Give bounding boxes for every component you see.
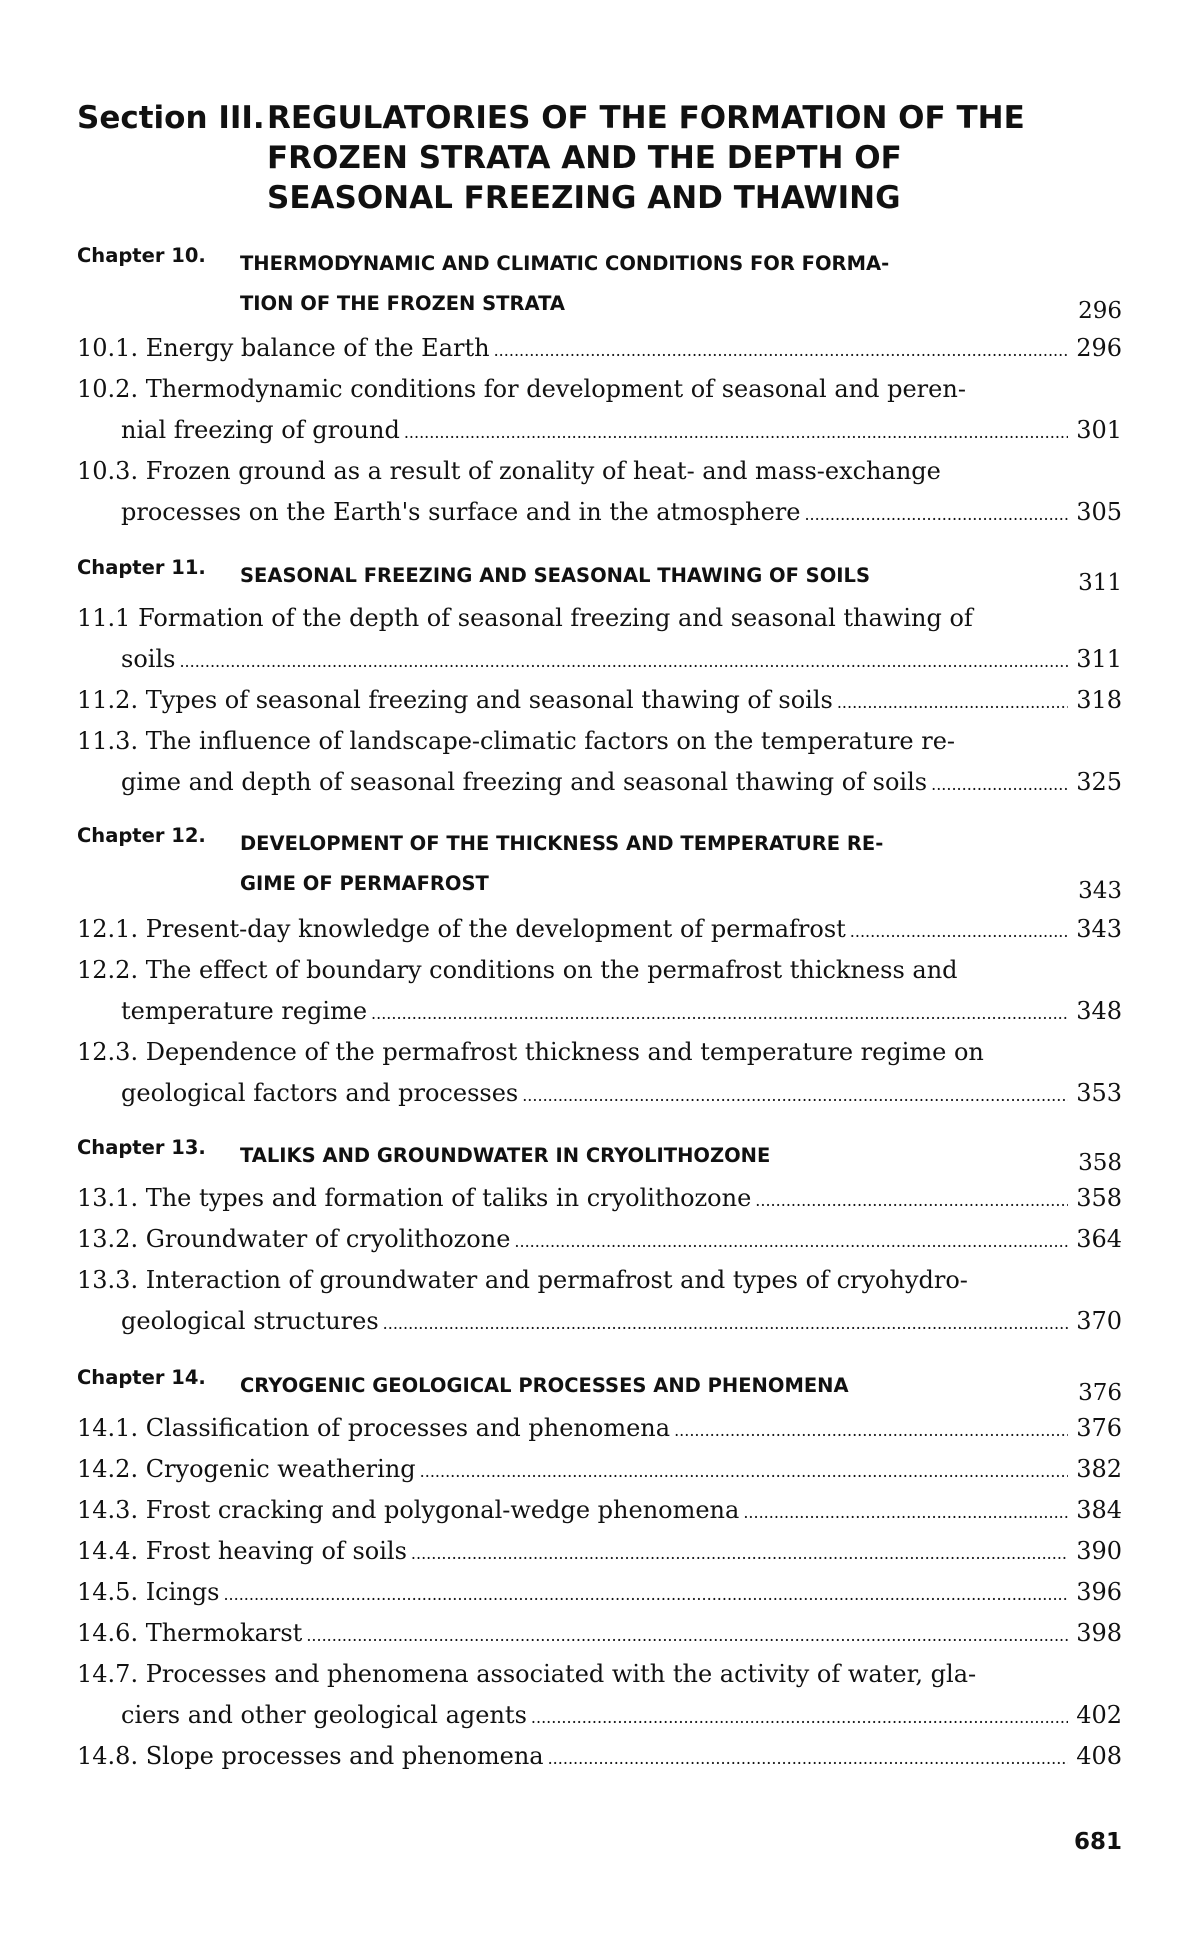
toc-entry xyxy=(77,1219,1122,1262)
toc-entry xyxy=(77,1613,1122,1656)
chapter-heading xyxy=(77,824,1122,904)
section-heading xyxy=(77,98,1127,218)
chapter-heading xyxy=(77,244,1122,324)
entry-text: 10.3. Frozen ground as a result of zonality of heat- and mass-exchange xyxy=(77,457,941,485)
dot-leader xyxy=(755,1180,1068,1221)
entry-text: 10.2. Thermodynamic conditions for development of seasonal and peren- xyxy=(77,375,966,403)
toc-entry xyxy=(77,1572,1122,1615)
toc-entry xyxy=(77,1260,1122,1344)
dot-leader xyxy=(179,641,1068,682)
page-number: 681 xyxy=(1073,1829,1122,1855)
entry-text: 13.3. Interaction of groundwater and permafrost and types of cryohydro- xyxy=(77,1266,968,1294)
dot-leader xyxy=(850,911,1068,952)
entry-text: 14.2. Cryogenic weathering xyxy=(77,1455,416,1483)
chapter-title-line: SEASONAL FREEZING AND SEASONAL THAWING OF SOILS xyxy=(240,564,871,587)
dot-leader xyxy=(548,1738,1068,1779)
entry-text: nial freezing of ground xyxy=(121,416,400,444)
chapter-page-number: 343 xyxy=(1078,878,1122,904)
toc-entry xyxy=(77,950,1122,1034)
entry-text: 14.1. Classification of processes and phenomena xyxy=(77,1414,671,1442)
dot-leader xyxy=(804,494,1068,535)
chapter-title-line: THERMODYNAMIC AND CLIMATIC CONDITIONS FOR FORMA- xyxy=(240,252,890,275)
toc-entry xyxy=(77,598,1122,682)
entry-page-number: 311 xyxy=(1076,645,1122,673)
dot-leader xyxy=(383,1303,1068,1344)
entry-text: 12.3. Dependence of the permafrost thickness and temperature regime on xyxy=(77,1038,984,1066)
toc-entry xyxy=(77,1736,1122,1779)
entry-page-number: 398 xyxy=(1076,1619,1122,1647)
dot-leader xyxy=(531,1697,1068,1738)
entry-text: 11.3. The influence of landscape-climatic factors on the temperature re- xyxy=(77,727,956,755)
entry-text: geological structures xyxy=(121,1307,379,1335)
toc-entry xyxy=(77,1449,1122,1492)
chapter-title-line: TALIKS AND GROUNDWATER IN CRYOLITHOZONE xyxy=(240,1144,771,1167)
entry-page-number: 296 xyxy=(1076,334,1122,362)
chapter-label: Chapter 12. xyxy=(77,824,206,847)
dot-leader xyxy=(371,993,1068,1034)
toc-entry xyxy=(77,1178,1122,1221)
dot-leader xyxy=(420,1451,1068,1492)
toc-entry xyxy=(77,721,1122,805)
section-label: Section III. xyxy=(77,100,265,136)
entry-text: 14.6. Thermokarst xyxy=(77,1619,303,1647)
entry-page-number: 358 xyxy=(1076,1184,1122,1212)
chapter-page-number: 358 xyxy=(1078,1150,1122,1176)
entry-text: processes on the Earth's surface and in the atmosphere xyxy=(121,498,801,526)
chapter-title-line: CRYOGENIC GEOLOGICAL PROCESSES AND PHENOMENA xyxy=(240,1374,849,1397)
dot-leader xyxy=(522,1075,1068,1116)
toc-entry xyxy=(77,1490,1122,1533)
entry-page-number: 325 xyxy=(1076,768,1122,796)
entry-text: 11.2. Types of seasonal freezing and seasonal thawing of soils xyxy=(77,686,833,714)
section-title: REGULATORIES OF THE FORMATION OF THE FROZEN STRATA AND THE DEPTH OF SEASONAL FREEZING AND THAWING xyxy=(267,100,1025,216)
entry-text: 12.2. The effect of boundary conditions on the permafrost thickness and xyxy=(77,956,958,984)
entry-text: gime and depth of seasonal freezing and seasonal thawing of soils xyxy=(121,768,928,796)
toc-entry xyxy=(77,1654,1122,1738)
entry-page-number: 408 xyxy=(1076,1742,1122,1770)
entry-text: 12.1. Present-day knowledge of the development of permafrost xyxy=(77,915,846,943)
entry-text: geological factors and processes xyxy=(121,1079,519,1107)
dot-leader xyxy=(494,330,1068,371)
entry-text: temperature regime xyxy=(121,997,368,1025)
dot-leader xyxy=(837,682,1068,723)
toc-entry xyxy=(77,1032,1122,1116)
chapter-title-line: TION OF THE FROZEN STRATA xyxy=(240,292,565,315)
entry-text: 13.1. The types and formation of taliks in cryolithozone xyxy=(77,1184,752,1212)
entry-page-number: 318 xyxy=(1076,686,1122,714)
chapter-label: Chapter 10. xyxy=(77,244,206,267)
chapter-page-number: 376 xyxy=(1078,1380,1122,1406)
entry-text: 13.2. Groundwater of cryolithozone xyxy=(77,1225,511,1253)
chapter-heading xyxy=(77,1136,1122,1176)
entry-page-number: 402 xyxy=(1076,1701,1122,1729)
entry-page-number: 390 xyxy=(1076,1537,1122,1565)
dot-leader xyxy=(223,1574,1068,1615)
entry-text: 14.4. Frost heaving of soils xyxy=(77,1537,407,1565)
entry-page-number: 382 xyxy=(1076,1455,1122,1483)
entry-page-number: 384 xyxy=(1076,1496,1122,1524)
entry-page-number: 376 xyxy=(1076,1414,1122,1442)
entry-page-number: 305 xyxy=(1076,498,1122,526)
toc-entry xyxy=(77,909,1122,952)
chapter-label: Chapter 11. xyxy=(77,556,206,579)
entry-page-number: 348 xyxy=(1076,997,1122,1025)
entry-text: ciers and other geological agents xyxy=(121,1701,527,1729)
chapter-title-line: DEVELOPMENT OF THE THICKNESS AND TEMPERATURE RE- xyxy=(240,832,884,855)
entry-text: soils xyxy=(121,645,176,673)
entry-text: 14.5. Icings xyxy=(77,1578,220,1606)
dot-leader xyxy=(743,1492,1068,1533)
toc-entry xyxy=(77,1531,1122,1574)
chapter-label: Chapter 13. xyxy=(77,1136,206,1159)
entry-page-number: 364 xyxy=(1076,1225,1122,1253)
entry-page-number: 353 xyxy=(1076,1079,1122,1107)
entry-page-number: 343 xyxy=(1076,915,1122,943)
toc-entry xyxy=(77,451,1122,535)
entry-text: 14.8. Slope processes and phenomena xyxy=(77,1742,544,1770)
dot-leader xyxy=(411,1533,1068,1574)
toc-entry xyxy=(77,1408,1122,1451)
entry-page-number: 301 xyxy=(1076,416,1122,444)
entry-text: 10.1. Energy balance of the Earth xyxy=(77,334,490,362)
toc-entry xyxy=(77,680,1122,723)
dot-leader xyxy=(306,1615,1068,1656)
entry-page-number: 396 xyxy=(1076,1578,1122,1606)
entry-text: 14.7. Processes and phenomena associated with the activity of water, gla- xyxy=(77,1660,977,1688)
dot-leader xyxy=(404,412,1068,453)
entry-text: 11.1 Formation of the depth of seasonal freezing and seasonal thawing of xyxy=(77,604,973,632)
chapter-page-number: 311 xyxy=(1078,570,1122,596)
toc-entry xyxy=(77,369,1122,453)
entry-text: 14.3. Frost cracking and polygonal-wedge phenomena xyxy=(77,1496,740,1524)
entry-page-number: 370 xyxy=(1076,1307,1122,1335)
chapter-heading xyxy=(77,556,1122,596)
chapter-heading xyxy=(77,1366,1122,1406)
toc-entry xyxy=(77,328,1122,371)
chapter-title-line: GIME OF PERMAFROST xyxy=(240,872,489,895)
chapter-label: Chapter 14. xyxy=(77,1366,206,1389)
dot-leader xyxy=(931,764,1068,805)
chapter-page-number: 296 xyxy=(1078,298,1122,324)
dot-leader xyxy=(674,1410,1068,1451)
dot-leader xyxy=(514,1221,1068,1262)
